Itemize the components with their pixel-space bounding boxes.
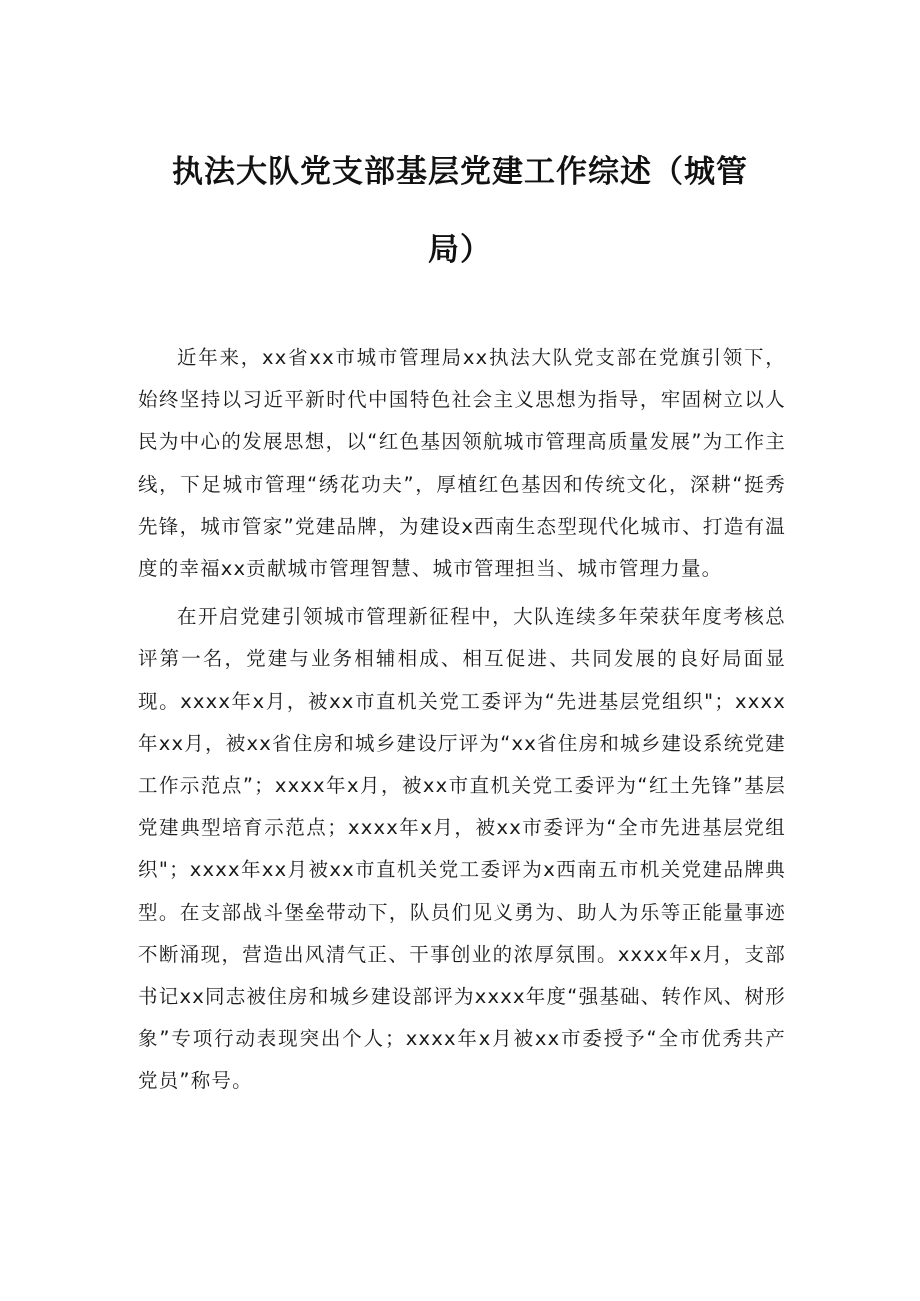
document-body [138, 337, 786, 1109]
paragraph-intro: 近年来，xx省xx市城市管理局xx执法大队党支部在党旗引领下，始终坚持以习近平新时代中国特色社会主义思想为指导，牢固树立以人民为中心的发展思想，以“红色基因领航城市管理高质量发展”为工作主线，下足城市管理“绣花功夫”，厚植红色基因和传统文化，深耕“挺秀先锋，城市管家”党建品牌，为建设x西南生态型现代化城市、打造有温度的幸福xx贡献城市管理智慧、城市管理担当、城市管理力量。 [138, 346, 786, 581]
document-title [140, 133, 780, 289]
title-line-2: 局） [428, 232, 492, 268]
paragraph-achievements: 在开启党建引领城市管理新征程中，大队连续多年荣获年度考核总评第一名，党建与业务相辅相成、相互促进、共同发展的良好局面显现。xxxx年x月，被xx市直机关党工委评为“先进基层党组织"；xxxx年xx月，被xx省住房和城乡建设厅评为“xx省住房和城乡建设系统党建工作示范点”；xxxx年x月，被xx市直机关党工委评为“红土先锋”基层党建典型培育示范点；xxxx年x月，被xx市委评为“全市先进基层党组织"；xxxx年xx月被xx市直机关党工委评为x西南五市机关党建品牌典型。在支部战斗堡垒带动下，队员们见义勇为、助人为乐等正能量事迹不断涌现，营造出风清气正、干事创业的浓厚氛围。xxxx年x月，支部书记xx同志被住房和城乡建设部评为xxxx年度“强基础、转作风、树形象”专项行动表现突出个人；xxxx年x月被xx市委授予“全市优秀共产党员”称号。 [138, 605, 786, 1093]
title-line-1: 执法大队党支部基层党建工作综述（城管 [172, 154, 748, 190]
